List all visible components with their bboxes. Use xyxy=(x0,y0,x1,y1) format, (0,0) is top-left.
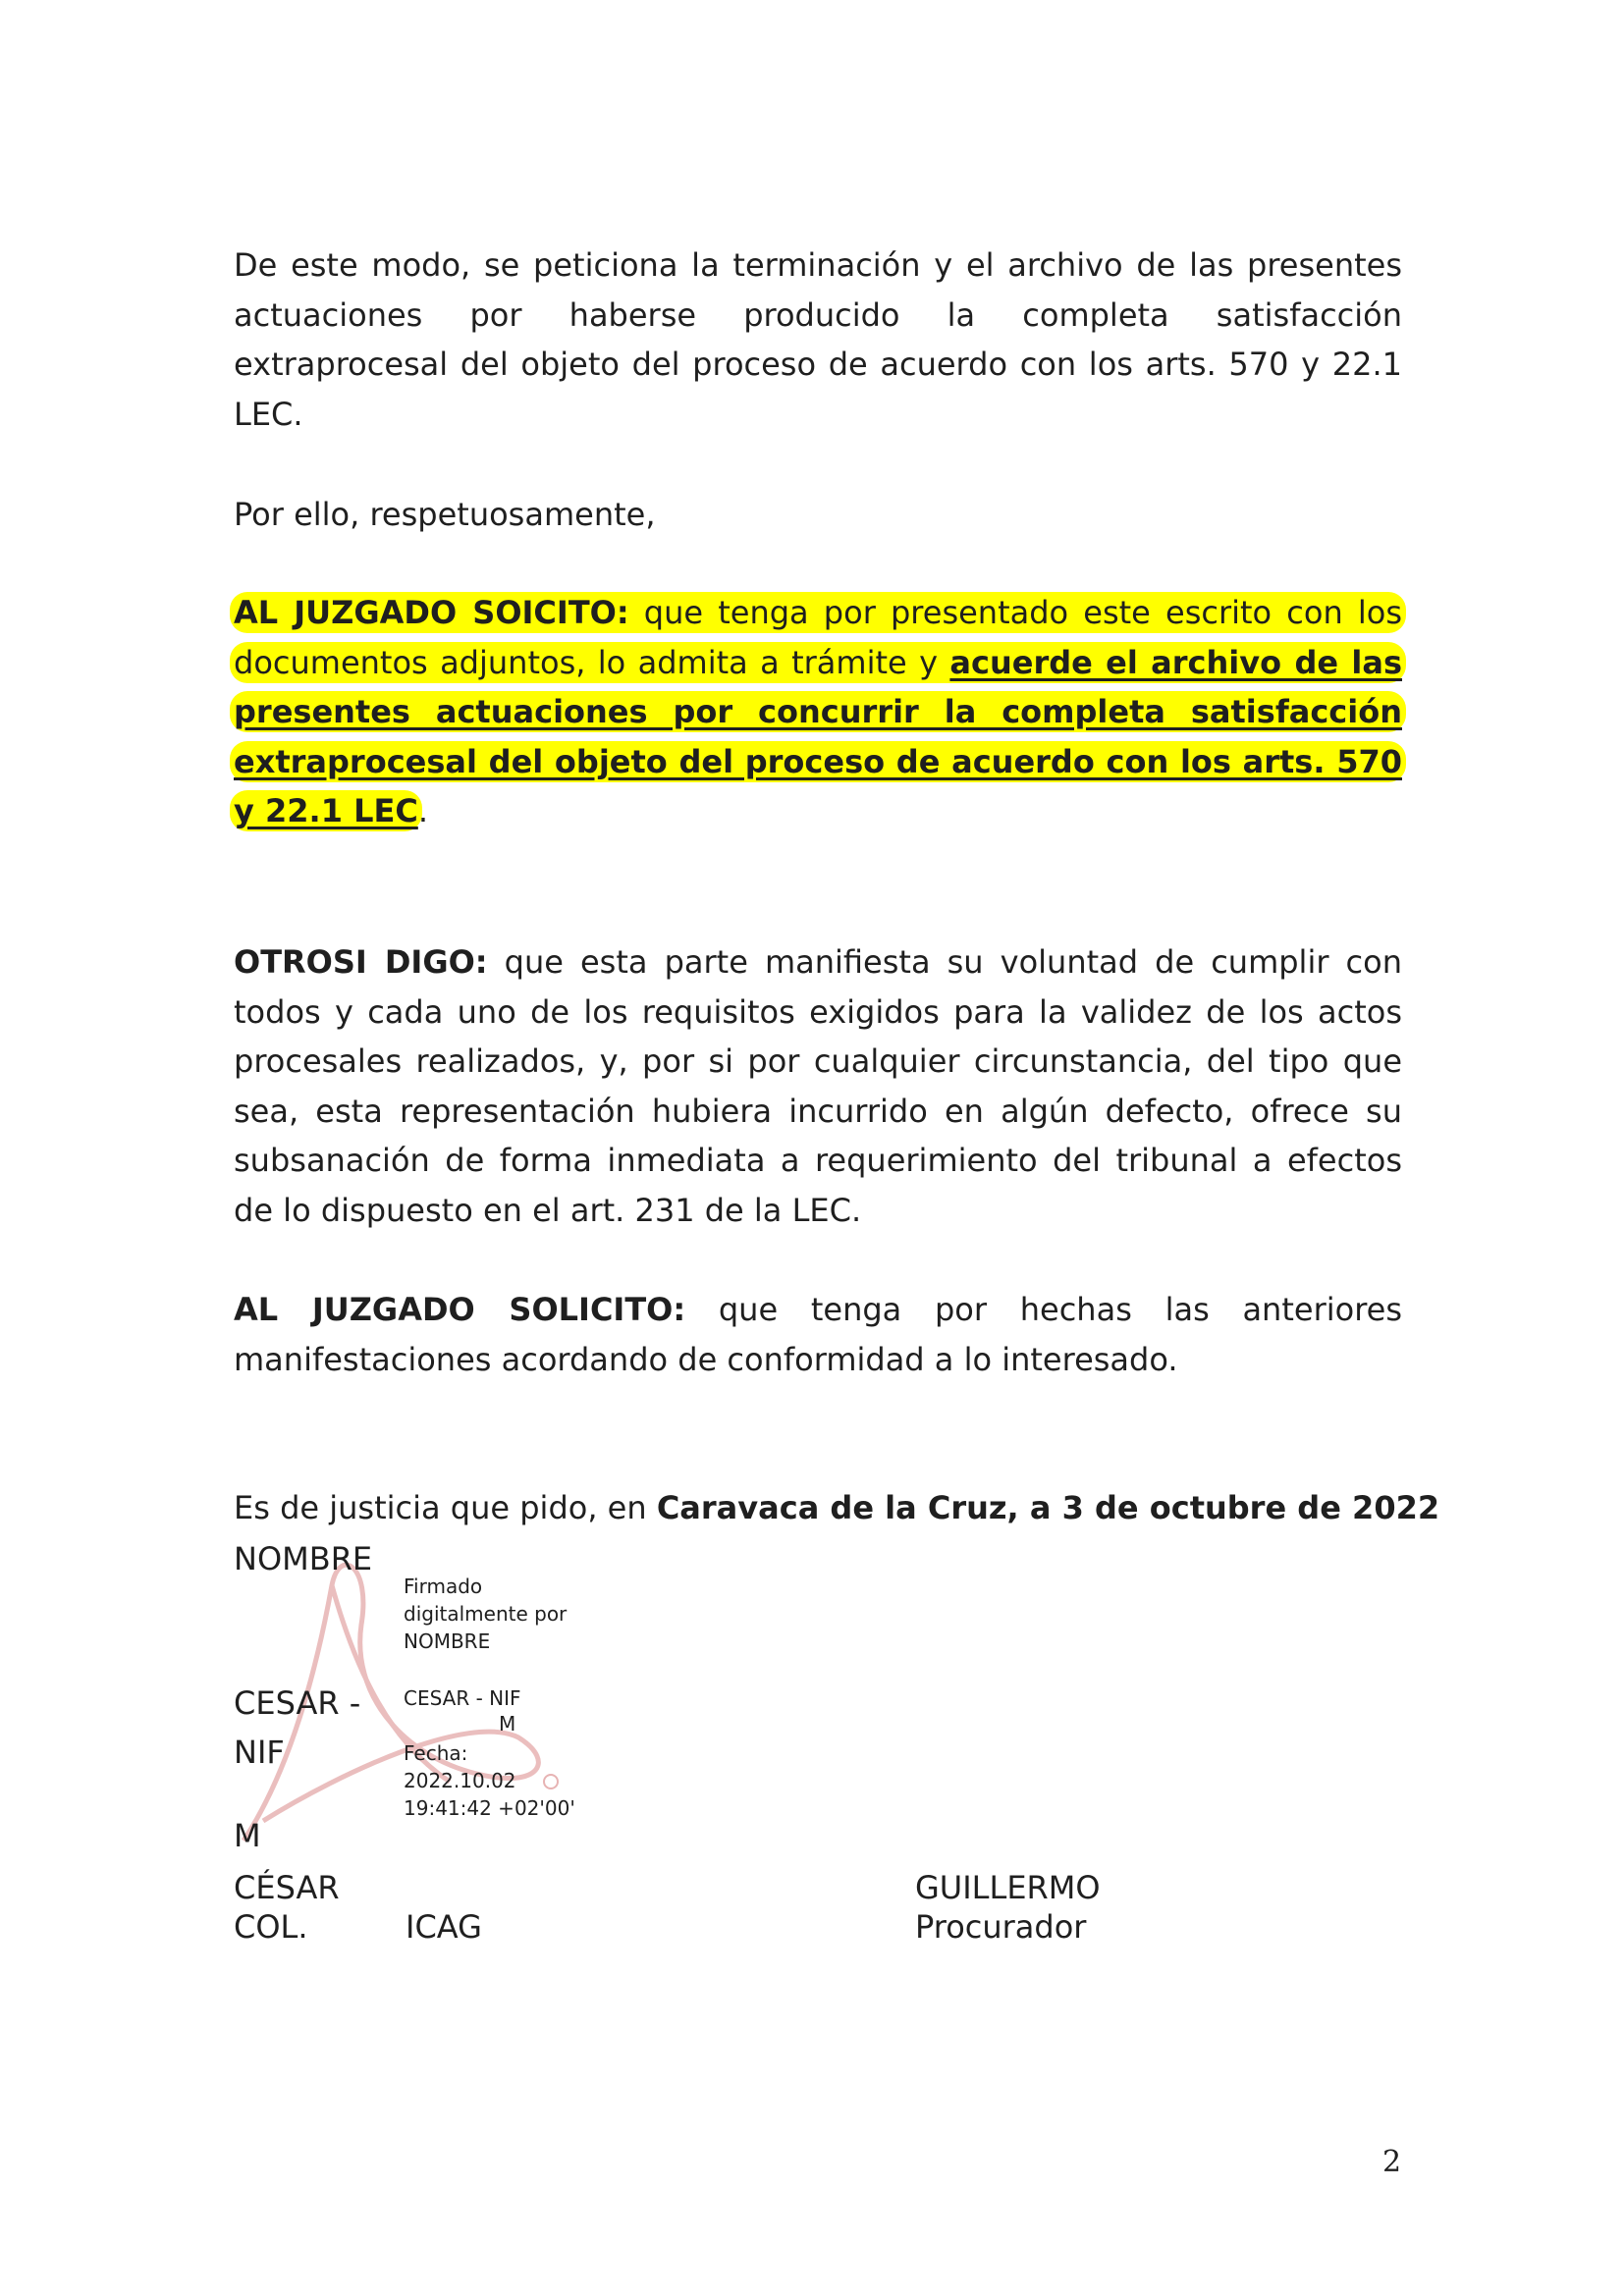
signer-left-name: CÉSAR xyxy=(234,1869,340,1906)
sig-name-line3: NIF xyxy=(234,1734,285,1771)
solicito-text: que tenga por hechas las anteriores manifestaciones acordando de conformidad a lo interesado. xyxy=(234,1291,1402,1378)
signer-right-name: GUILLERMO xyxy=(915,1869,1101,1906)
paragraph-request-court xyxy=(234,588,1402,836)
sig-detail-5: M xyxy=(499,1712,516,1735)
closing-line: Es de justicia que pido, en Caravaca de la Cruz, a 3 de octubre de 2022 xyxy=(234,1489,1440,1526)
paragraph-otrosi xyxy=(234,937,1402,1235)
registered-mark-icon xyxy=(544,1775,558,1789)
page-number: 2 xyxy=(1382,2145,1402,2179)
paragraph-greeting: Por ello, respetuosamente, xyxy=(234,496,656,533)
paragraph-solicito xyxy=(234,1285,1402,1384)
sig-detail-4: CESAR - NIF xyxy=(404,1686,521,1710)
sig-name-line2: CESAR - xyxy=(234,1684,361,1722)
sig-detail-6: Fecha: xyxy=(404,1741,468,1765)
sig-detail-8: 19:41:42 +02'00' xyxy=(404,1796,575,1820)
sig-name-line4: M xyxy=(234,1817,261,1854)
paragraph-archive-request: De este modo, se peticiona la terminación y el archivo de las presentes actuaciones por haberse producido la completa satisfacción extraprocesal del objeto del proceso de acuerdo con los arts. 570 y 22.1 LEC. xyxy=(234,246,1402,433)
signer-right-role: Procurador xyxy=(915,1908,1087,1946)
otrosi-lead: OTROSI DIGO: xyxy=(234,943,488,981)
otrosi-text: que esta parte manifiesta su voluntad de cumplir con todos y cada uno de los requisitos exigidos para la validez de los actos procesales realizados, y, por si por cualquier circunstancia, del tipo que sea, esta representación hubiera incurrido en algún defecto, ofrece su subsanación de forma inmediata a requerimiento del tribunal a efectos de lo dispuesto en el art. 231 de la LEC. xyxy=(234,943,1403,1229)
signer-left-org: ICAG xyxy=(406,1908,482,1946)
request-underlined: acuerde el archivo de las presentes actuaciones por concurrir la completa satisfacción extraprocesal del objeto del proceso de acuerdo con los arts. 570 y 22.1 LEC xyxy=(234,643,1403,829)
solicito-lead: AL JUZGADO SOLICITO: xyxy=(234,1291,686,1328)
request-text: que tenga por presentado este escrito con los documentos adjuntos, lo admita a trámite y xyxy=(234,594,1403,681)
sig-name-line1: NOMBRE xyxy=(234,1540,373,1577)
sig-detail-1: Firmado xyxy=(404,1575,483,1598)
sig-detail-3: NOMBRE xyxy=(404,1629,491,1653)
sig-detail-7: 2022.10.02 xyxy=(404,1769,516,1792)
highlighted-request xyxy=(230,592,1406,831)
place-date: Caravaca de la Cruz, a 3 de octubre de 2022 xyxy=(656,1489,1440,1526)
signer-left-col: COL. xyxy=(234,1908,308,1946)
sig-detail-2: digitalmente por xyxy=(404,1602,568,1626)
request-lead: AL JUZGADO SOICITO: xyxy=(234,594,629,631)
request-end: . xyxy=(417,792,428,829)
